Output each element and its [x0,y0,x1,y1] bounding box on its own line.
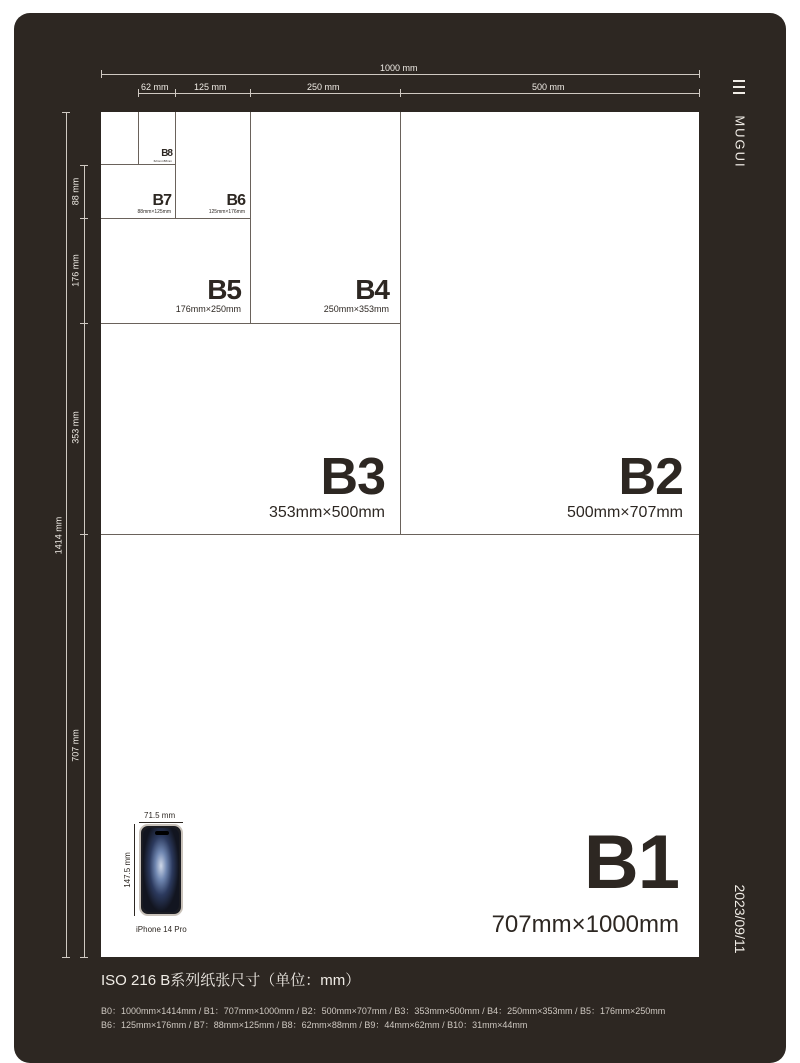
paper-b5-name: B5 [207,274,241,305]
footer-sizes-line1: B0：1000mm×1414mm / B1：707mm×1000mm / B2：500mm×707mm / B3：353mm×500mm / B4：250mm×353mm / B5：176mm×250mm [101,1006,666,1016]
paper-b4-name: B4 [355,274,389,305]
dim-tick [62,957,70,958]
poster-date: 2023/09/11 [732,884,748,954]
segment-height-line [84,165,85,957]
paper-b6-size: 125mm×176mm [208,209,245,215]
dim-tick [80,218,88,219]
segment-label-250: 250 mm [307,82,340,92]
paper-b3-name: B3 [320,448,385,506]
segment-label-62: 62 mm [141,82,169,92]
iphone-label: iPhone 14 Pro [136,925,187,934]
brand-name: MUGUI [732,115,748,169]
dim-tick [80,534,88,535]
segment-label-88: 88 mm [70,177,81,206]
segment-label-176: 176 mm [70,254,81,287]
iphone-icon [139,824,183,916]
paper-b7-name: B7 [152,192,171,209]
dim-tick [699,89,700,97]
paper-b2-name: B2 [618,448,683,506]
dim-tick [101,70,102,78]
total-height-label: 1414 mm [53,516,64,555]
paper-b5-size: 176mm×250mm [175,304,241,314]
paper-b5 [101,218,251,324]
dim-tick [699,70,700,78]
paper-b8-name: B8 [161,148,172,159]
paper-b7 [101,164,176,219]
paper-b4 [250,112,401,324]
paper-b6 [175,112,251,219]
paper-b3-size: 353mm×500mm [268,504,385,521]
total-height-line [66,112,67,957]
paper-b1-name: B1 [583,820,679,905]
paper-b2 [400,112,699,535]
dim-tick [138,89,139,97]
dim-tick [250,89,251,97]
iphone-height-line [134,824,135,916]
footer-title: ISO 216 B系列纸张尺寸（单位：mm） [101,972,361,989]
segment-label-125: 125 mm [194,82,227,92]
total-width-label: 1000 mm [380,63,418,73]
iphone-width-line [139,822,183,823]
segment-label-707: 707 mm [70,729,81,762]
paper-b7-size: 88mm×125mm [137,209,171,215]
paper-b8 [138,112,176,165]
paper-b3 [101,323,401,535]
dim-tick [80,957,88,958]
iphone-height-label: 147.5 mm [122,852,132,888]
segment-width-line [138,93,699,94]
paper-b2-size: 500mm×707mm [566,504,683,521]
footer-sizes-line2: B6：125mm×176mm / B7：88mm×125mm / B8：62mm×88mm / B9：44mm×62mm / B10：31mm×44mm [101,1020,528,1030]
segment-label-353: 353 mm [70,411,81,444]
segment-label-500: 500 mm [532,82,565,92]
iphone-comparison [124,808,204,938]
total-width-line [101,74,699,75]
paper-b1-size: 707mm×1000mm [491,911,679,938]
paper-b4-size: 250mm×353mm [323,304,389,314]
dim-tick [80,323,88,324]
dim-tick [80,165,88,166]
dim-tick [175,89,176,97]
dim-tick [62,112,70,113]
dim-tick [400,89,401,97]
paper-b6-name: B6 [226,192,245,209]
paper-b8-size: 62mm×88mm [153,159,172,163]
menu-bars-icon [733,80,745,98]
iphone-width-label: 71.5 mm [144,811,176,820]
